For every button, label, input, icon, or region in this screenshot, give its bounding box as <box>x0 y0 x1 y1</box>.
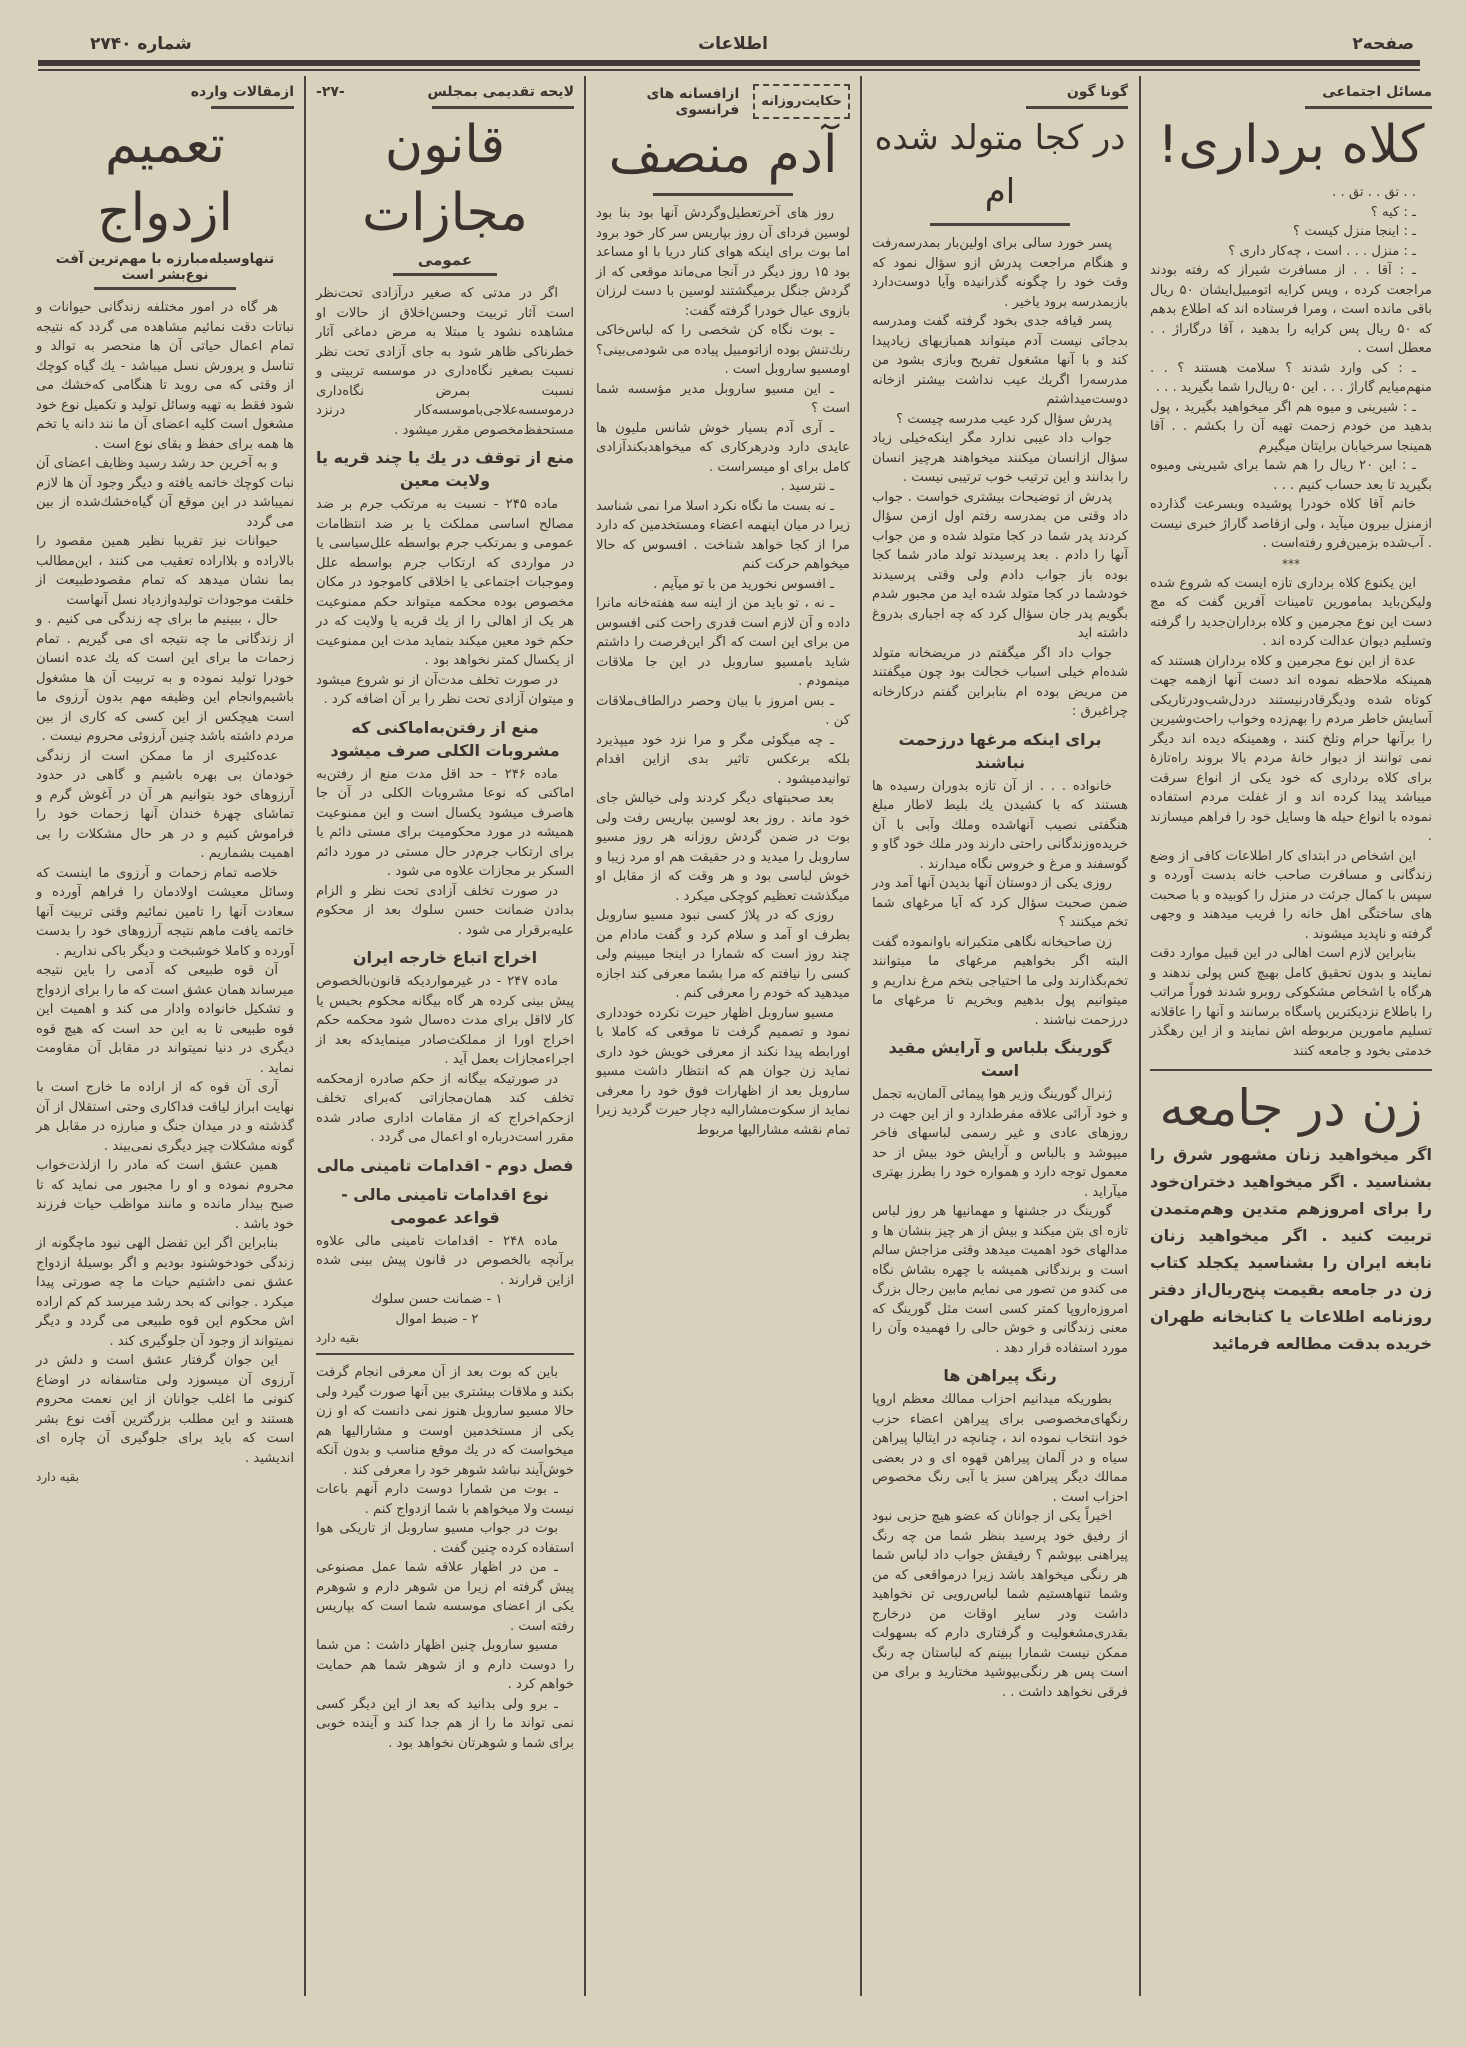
paragraph: در صورتیکه بیگانه از حکم صادره ازمحکمه تخلف کند همان‌مجازاتی که‌برای تخلف ازحکم‌اخراج که از مقامات اداری صادر شده مقرر است‌درباره او اعمال می گردد . <box>316 1071 574 1145</box>
paragraph: ـ : شیرینی و میوه هم اگر میخواهید بگیرید ، پول بدهید من خودم زحمت تهیه آن را بکشم . . آقا همینجا سرخیابان برایتان میگیرم <box>1150 399 1432 454</box>
paragraph: ـ : منزل . . . است ، چه‌کار داری ؟ <box>1228 243 1416 259</box>
divider <box>316 1353 574 1355</box>
masthead-rule-thin <box>38 69 1420 71</box>
paragraph: ـ : کیه ؟ <box>1370 204 1416 220</box>
section-label: ازمقالات وارده <box>190 84 294 100</box>
ad-title: زن در جامعه <box>1159 1079 1423 1137</box>
paragraph: روزی یکی از دوستان آنها بدیدن آنها آمد ودر ضمن صحبت سؤال کرد که آیا مرغهای شما تخم میکنند ؟ <box>872 876 1128 930</box>
headline-rule <box>653 193 793 196</box>
subtitle-rule <box>94 287 236 290</box>
paragraph: عده‌کثیری از ما ممکن است از زندگی خودمان بی بهره باشیم و گاهی در حدود آرزوهای خود بتوانیم هر آن در آغوش گرم و تماشای چهرهٔ خندان آنها زحمات خود را فراموش کنیم و در هر حال مشکلات را بی اهمیت بشماریم . <box>36 748 294 861</box>
paragraph: جواب داد اگر میگفتم در مریضخانه متولد شده‌ام خیلی اسباب خجالت بود چون میگفتند من مریض بوده ام بنابراین گفتم درکارخانه چراغبرق : <box>872 645 1128 719</box>
paragraph: خلاصه تمام زحمات و آرزوی ما اینست که وسائل معیشت اولادمان را فراهم آورده و سعادت آنها را تامین نمائیم وقتی تربیت آنها خاتمه یافت ماهم نتیجه آرزوهای خود را بدست آورده و کاملا خوشبخت و دیگر باکی نداریم . <box>36 865 294 959</box>
paragraph: . . تق . . تق . . <box>1332 185 1416 200</box>
subheading: منع از رفتن‌به‌اماکنی که مشروبات الکلی صرف میشود <box>330 717 560 760</box>
article-body <box>316 284 574 1753</box>
headline: کلاه برداری! <box>1157 115 1425 175</box>
paragraph: آری آن قوه که از اراده ما خارج است با نهایت ابراز لیاقت فداکاری وحتی استقلال از آن گذشته و در میدان جنگ و مبارزه در مقابل هر گونه مشکلات چیز دیگری نمی‌بیند . <box>36 1080 294 1154</box>
installment-number: -۲۷- <box>316 84 345 100</box>
headline-rule <box>930 223 1071 226</box>
paragraph: پسر خورد سالی برای اولین‌بار بمدرسه‌رفت و هنگام مراجعت پدرش ازو سؤال نمود که وقت خود را چگونه گذرانیده وآیا دوست‌دارد بازبمدرسه برود یاخیر . <box>872 236 1128 310</box>
article-body <box>1150 183 1432 1061</box>
column-divider <box>584 76 586 1996</box>
section-label: گونا گون <box>1066 84 1128 100</box>
column-1 <box>1150 76 1432 1357</box>
headline: تعمیم ازدواج <box>97 115 233 243</box>
subheading: گورینگ بلباس و آرایش مقید است <box>888 1038 1112 1080</box>
divider <box>1150 1069 1432 1071</box>
paragraph: ـ بوت نگاه کن شخصی را که لباس‌خاکی رنك‌تنش بوده ازاتومبیل پیاده می شود‌می‌بینی؟ اومسیو ساروبل است . <box>596 323 850 377</box>
continued-note: بقیه دارد <box>36 1470 80 1484</box>
paragraph: حال ، ببینیم ما برای چه زندگی می کنیم . و از زندگانی ما چه نتیجه ای می گیریم . تمام زحمات ما برای این است که یك عده انسان خودرا تولید نموده و به تربیت آن ها مشغول باشیم‌وانجام این وظیفه مهم بدون آرزوی ما است هیچکس از این کسی که کاری از بین مردم داشته باشد چنین آرزوئی محروم نیست . <box>36 612 294 744</box>
article-body <box>872 234 1128 1702</box>
subtitle: تنهاوسیله‌مبارزه با مهم‌ترین آفت نوع‌بشر است <box>55 251 275 283</box>
paragraph: ماده ۲۴۸ - اقدامات تامینی مالی علاوه برآنچه بالخصوص در قانون پیش بینی شده ازاین قرارند . <box>316 1233 574 1288</box>
paragraph: روز های آخرتعطیل‌وگردش آنها بود بنا بود لوسین فردای آن روز بپاریس سر کار خود برود اما بوت برای اینکه هوای کنار دریا با او مساعد بود ۱۵ روز دیگر در آنجا می‌ماند موقعی که از گردش جنگل برمیگشتند لوسین با دست لرزان بازوی عیال خودرا گرفته گفت: <box>596 206 850 319</box>
paragraph: ـ نترسید . <box>780 479 834 494</box>
paragraph: عدة از این نوع مجرمین و کلاه برداران هستند که همینکه ملاحظه نموده اند دست آنها ازهمه جهت کوتاه شده ودیگرقادرنیستند دردل‌شب‌ودرتاریکی آسایش خاطر مردم را بهم‌زده وخواب راحت‌وشیرین را برآنها حرام وتلخ کنند ، وهمینکه دیده اند دیگر نمی توانند از دیوار خانهٔ مردم بالا بروند راه‌تازهٔ برای کلاه برداری که خود یکی از انواع سرقت میباشد پیدا کرده اند و از غفلت مردم استفاده نموده با انواع حیله ها وسایل خود را فراهم میسازند . <box>1150 653 1432 844</box>
ad-text: اگر میخواهید زنان مشهور شرق را بشناسید . اگر میخواهید دختران‌خود را برای امروزهم متدین وهم‌متمدن تربیت کنید . اگر میخواهید زنان نابغه ایران را بشناسید یکجلد کتاب زن در جامعه بقیمت پنج‌ریال‌از دفتر روزنامه اطلاعات یا کتابخانه طهران خریده بدقت مطالعه فرمائید <box>1150 1145 1432 1353</box>
page-number: صفحه۲ <box>1352 34 1414 54</box>
headline: آدم منصف <box>608 125 838 185</box>
subheading: رنگ پیراهن ها <box>943 1366 1057 1385</box>
paragraph: ـ نه بست ما نگاه نکرد اسلا مرا نمی شناسد زیرا در میان اینهمه اعضاء ومستخدمین که دارد مرا از کجا خواهد شناخت . افسوس که حالا میخواهم حرکت کنم <box>596 498 850 572</box>
paragraph: خانواده . . . از آن تازه بدوران رسیده ها هستند که با کشیدن یك بلیط لاطار مبلغ هنگفتی نصیب آنهاشده وملك وآبی با آن خریده‌وزندگانی راحتی دارند ودر ملك خود گاو و گوسفند و مرغ و خروس نگاه میدارند . <box>872 778 1128 872</box>
column-2 <box>872 76 1128 1702</box>
paragraph: باین که بوت بعد از آن معرفی انجام گرفت بکند و ملاقات بیشتری بین آنها صورت گیرد ولی حالا مسیو ساروبل هنوز نمی دانست که او زن یکی از مستخدمین اوست و مشارالیها هم میخواست که در یك موقع مناسب و بدون آنکه خوش‌آیند نباشد شوهر خود را معرفی کند . <box>316 1365 574 1478</box>
column-5 <box>36 76 294 1484</box>
paragraph: پدرش سؤال کرد عیب مدرسه چیست ؟ <box>896 411 1112 427</box>
masthead-rule <box>38 60 1420 66</box>
paragraph: بنابراین لازم است اهالی در این قبیل موارد دقت نمایند و بدون تحقیق کامل بهیچ کس پولی ندهند و هرگاه با اشخاص مشکوکی روبرو شدند فوراً مراتب را باطلاع نزدیکترین پاسگاه برسانند و آنها را عاقلانه تسلیم مامورین مربوطه اش نمایند و از این رهگذر خدمتی بخود و جامعه کنند <box>1150 946 1432 1059</box>
paragraph: ـ چه میگوئی مگر و مرا نزد خود میپذیرد بلکه برعکس تاثیر بدی ازاین اقدام توانید‌میشود . <box>596 732 850 787</box>
article-body <box>36 298 294 1484</box>
paragraph: بعد صحبتهای دیگر کردند ولی خیالش جای خود ماند . روز بعد لوسین بپاریس رفت ولی بوت در ضمن گردش روزانه هر روز مسیو ساروبل را میدید و در حقیقت هم او مرد زیبا و خوش لباسی بود و هر وقت که از مقابل او میگذشت تعظیم کوچکی میکرد . <box>596 791 850 904</box>
paragraph: آن قوه طبیعی که آدمی را باین نتیجه میرساند همان عشق است که ما را برای ازدواج و تشکیل خانواده وادار می کند و اهمیت این قوه طبیعی تا به این حد است که هیچ قوه دیگری در دنیا نمیتواند در مقابل آن مقاومت نماید . <box>36 963 294 1076</box>
paragraph: روزی که در پلاژ کسی نبود مسیو ساروبل بطرف او آمد و سلام کرد و گفت مادام من چند روز است که شمارا در اینجا میبینم ولی کسی را نیافتم که مرا بشما معرفی کند اجازه میدهید که خودم را معرفی کنم . <box>596 908 850 1001</box>
column-divider <box>1139 76 1141 1996</box>
list-item: ۱ - ضمانت حسن سلوك <box>371 1292 503 1307</box>
issue-number: شماره ۲۷۴۰ <box>90 34 192 54</box>
paragraph: ماده ۲۴۵ - نسبت به مرتکب جرم بر ضد مصالح اساسی مملکت یا بر ضد انتظامات عمومی و بمرتکب جرم بواسطه علل‌سیاسی یا در مواردی که ارتکاب جرم بواسطه علل وموجبات اجتماعی یا اخلاقی کاموجود در مکان مخصوص بوده محکمه میتواند حکم ممنوعیت هر یک از اهالی را از یك قریه یا ولایت که در حکم خود معین میکند بنماید مدت این ممنوعیت از یکسال کمتر نخواهد بود . <box>316 497 574 668</box>
paragraph: ـ : آقا . . از مسافرت شیراز که رفته بودند مراجعت کرده ، وپس کرایه اتومبیل‌ایشان ۵۰ ریال باقی مانده است ، ومرا فرستاده اند که اطلاع بدهم که ۵۰ ریال پس کرایه را بدهید ، آقا درگاراژ . . معطل است . <box>1150 263 1433 356</box>
paragraph: ـ : اینجا منزل کیست ؟ <box>1293 224 1416 239</box>
section-rule <box>211 106 294 109</box>
section-rule <box>1305 106 1432 109</box>
paragraph: حیوانات نیز تقریبا نظیر همین مقصود را بالاراده و بلااراده تعقیب می کنند ، این‌مطالب بما نشان میدهد که تمام مقصود‌طبیعت از خلقت موجودات تولیدوازدیاد نسل آنهاست <box>36 534 294 608</box>
paragraph: گورینگ در جشنها و مهمانیها هر روز لباس تازه ای بتن میکند و بیش از هر چیز بنشان ها و مدالهای خود اهمیت میدهد وقتی مزاجش سالم است و برندگانی همیشه با چهره بشاش نگاه می کندو من تصور می نمایم مابین رجال بزرگ امروزه‌اروپا کمتر کسی است مثل گورینگ که معنی زندگانی و خوش حالی را فهمیده وآن را مورد استفاده قرار دهد . <box>872 1204 1128 1356</box>
paragraph: ـ برو ولی بدانید که بعد از این دیگر کسی نمی تواند ما را از هم جدا کند و آینده خوبی برای شما و شوهرتان نخواهد بود . <box>316 1696 574 1751</box>
paragraph: این یکنوع کلاه برداری تازه ایست که شروع شده ولیکن‌باید بمامورین تامینات آفرین گفت که مچ دست این نوع مجرمین و کلاه برداران‌جدید را گرفته وتسلیم دیوان عدالت کرده اند . <box>1150 575 1432 649</box>
column-divider <box>860 76 862 1996</box>
paragraph: و به آخرین حد رشد رسید وظایف اعضای آن نبات کوچك خاتمه یافته و دیگر وجود آن ها لازم نمیباشد در این موقع آن گیاه‌خشك‌شده از بین می گردد <box>36 456 294 530</box>
paragraph: ـ افسوس نخورید من با تو میآیم . <box>653 576 834 592</box>
article-body <box>596 204 850 1140</box>
list-item: ۲ - ضبط اموال <box>395 1311 479 1327</box>
paragraph: ـ بوت من شمارا دوست دارم آنهم باعات نیست ولا میخواهم با شما ازدواج کنم . <box>316 1482 574 1517</box>
subheading: فصل دوم - اقدامات تامینی مالی <box>316 1155 574 1175</box>
section-rule <box>432 106 574 109</box>
paragraph: اگر در مدتی که صغیر درآزادی تحت‌نظر است آثار تربیت وحسن‌اخلاق از حالات او مشاهده نشود یا مبتلا به مرض دماغی آثار خطرناکی ظاهر شود به جای آزادی تحت نظر نسبت بصغیر نگاه‌داری در موسسه تربیتی و نسبت بمرض نگاه‌داری درموسسه‌علاجی‌باموسسه‌کار درنزد مستحفظ‌مخصوص مقرر میشود . <box>316 286 574 438</box>
column-4 <box>316 76 574 1753</box>
section-label: ازافسانه های فرانسوی <box>646 85 740 118</box>
paragraph: زن صاحبخانه نگاهی متکبرانه باوانموده گفت البته اگر بخواهیم مرغهای ما میتوانند تخم‌بگذارند ولی ما احتیاجی بتخم مرغ نداریم و میتوانیم پول بدهیم وبخریم تا مرغهای ما درزحمت نباشند . <box>872 934 1128 1028</box>
separator-stars: *** <box>1282 556 1300 571</box>
paragraph: مسیو ساروبل چنین اظهار داشت : من شما را دوست دارم و از شوهر شما هم حمایت خواهم کرد . <box>316 1638 574 1692</box>
paragraph: ـ این مسیو ساروبل مدیر مؤسسه شما است ؟ <box>596 381 850 416</box>
paragraph: ـ آری آدم بسیار خوش شانس ملیون ها عایدی دارد ودرهرکاری که میخواهد‌بکند‌آزادی کامل برای او میسراست . <box>596 420 850 475</box>
kicker-box: حکایت‌روزانه <box>753 84 850 119</box>
headline: قانون مجازات <box>362 115 528 243</box>
paragraph: ماده ۲۴۶ - حد اقل مدت منع از رفتن‌به اماکنی که نوعا مشروبات الکلی در آن جا هاصرف میشود یکسال است و این ممنوعیت همیشه در مورد محکومیت برای مستی دائم یا برای ارتکاب جرم‌در حال مستی در مورد دائم السکر بر مجازات علاوه می شود . <box>316 766 574 879</box>
paragraph: همین عشق است که مادر را ازلذت‌خواب محروم نموده و او را مجبور می نماید که تا صبح بیدار مانده و مانند مواظب حیات فرزند خود باشد . <box>36 1158 294 1232</box>
column-divider <box>304 76 306 1996</box>
paragraph: ـ من در اظهار علاقه شما عمل مصنوعی پیش گرفته ام زیرا من شوهر دارم و شوهرم یکی از اعضای موسسه شما است که بپاریس رفته است . <box>316 1560 574 1634</box>
section-label: مسائل اجتماعی <box>1322 84 1432 100</box>
paragraph: ژنرال گورینگ وزیر هوا پیمائی آلمان‌به تجمل و خود آرائی علاقه مفرطدارد و از این جهت در روزهای عادی و غیر رسمی لباسهای فاخر میپوشد و بالباس و آرایش خود بیش از حد معمول توجه دارد و همواره خود را بطرز بهتری میآراید . <box>872 1087 1128 1200</box>
paragraph: بنابراین اگر این تفضل الهی نبود ماچگونه از زندگی خودخوشنود بودیم و اگر بوسیلهٔ ازدواج عشق نمی داشتیم حیات ما چه صورتی پیدا میکرد . جوانی که بحد رشد میرسد کم کم اراده اش محکوم این قوه طبیعی می گردد و دیگر نمیتواند از وجود آن جلوگیری کند . <box>36 1236 294 1349</box>
paragraph: بوت در جواب مسیو ساروبل از تاریکی هوا استفاده کرده چنین گفت . <box>316 1521 574 1556</box>
subheading: اخراج اتباع خارجه ایران <box>352 948 538 967</box>
newspaper-title: اطلاعات <box>698 34 768 54</box>
paragraph: اخیراً یکی از جوانان که عضو هیچ حزبی نبود از رفیق خود پرسید بنظر شما من چه رنگ پیراهنی بپوشم ؟ رفیقش جواب داد لباس شما هر رنگی میخواهد باشد زیرا درمواقعی که من وشما تنهاهستیم شما لباس‌رویی تن نخواهید داشت ودر سایر اوقات من درخارج بقدری‌مشغولیت و گرفتاری دارم که بسهولت ممکن نیست شمارا ببینم که لباستان چه رنگ است پس هر رنگی‌بپوشید مختارید و برای من فرقی نخواهد داشت . . <box>872 1509 1128 1700</box>
paragraph: جواب داد عیبی ندارد مگر اینکه‌خیلی زیاد سؤال ازانسان میکنند میخواهند هرچیز انسان را بدانند و این ترتیب خوب ترتیبی نیست . <box>872 431 1128 485</box>
paragraph: بطوریکه میدانیم احزاب ممالك معظم اروپا رنگهای‌مخصوصی برای پیراهن اعضاء حزب خود انتخاب نموده اند ، چنانچه در ایتالیا پیراهن سیاه و در آلمان پیراهن قهوه ای و در بعضی ممالك دیگر پیراهن سبز یا آبی رنگ مخصوص احزاب است . <box>872 1392 1128 1505</box>
column-3 <box>596 76 850 1140</box>
paragraph: ـ : این ۲۰ ریال را هم شما برای شیرینی ومیوه بگیرید تا بعد حساب کنیم . . . <box>1150 458 1432 493</box>
subheading: منع از توقف در یك یا چند قریه یا ولایت معین <box>316 448 574 490</box>
subtitle-rule <box>393 273 496 276</box>
paragraph: ماده ۲۴۷ - در غیرمواردیکه قانون‌بالخصوص پیش بینی کرده هر گاه بیگانه محکوم بحبس یا کار لااقل برای مدت ده‌سال شود محکمه حکم اخراج اورا از مملکت‌صادر مینمایدکه بعد از اجراء‌مجازات بعمل آید . <box>316 974 574 1067</box>
subtitle: عمومی <box>417 251 473 269</box>
ad-box <box>1150 1079 1432 1357</box>
paragraph: پدرش از توضیحات بیشتری خواست . جواب داد وقتی من بمدرسه رفتم اول ازمن سؤال کردند پدر شما در کجا متولد شده و من جواب آنها را دادم . بعد پرسیدند تولد مادر شما کجا بوده باز جواب دادم ولی وقتی پرسیدند خودشما در کجا متولد شده اید من مجبور شدم بگویم پدر جان سؤال کرد که چه اجباری بدروغ داشته اید <box>872 489 1128 641</box>
paragraph: مسیو ساروبل اظهار حیرت نکرده خودداری نمود و تصمیم گرفت تا موقعی که کاملا با اورابطه پیدا نکند از معرفی خویش خود داری نماید زن جوان هم که انتظار داشت مسیو ساروبل بعد از اظهارات فوق خود را معرفی نماید از سکوت‌مشارالیه دچار حیرت گردید زیرا تمام نقشه مشارالیها مربوط <box>596 1005 850 1138</box>
section-label: لایحه تقدیمی بمجلس <box>427 84 574 100</box>
paragraph: خانم آقا کلاه خودرا پوشیده وبسرعت گذارده ازمنزل بیرون میآید ، ولی ازقاصد گاراژ خبری نیست . آب‌شده بزمین‌فرو رفته‌است . <box>1150 497 1432 551</box>
subheading: برای اینکه مرغها درزحمت نباشند <box>898 729 1102 772</box>
paragraph: پسر قیافه جدی بخود گرفته گفت ومدرسه بدجائی نیست آدم میتواند همبازیهای زیادپیدا کند و با آنها مشغول تفریح وبازی بشود من مدرسه‌را اگریك عیب نداشت بیشتر ازخانه دوست‌میداشتم <box>872 314 1128 407</box>
paragraph: ـ نه ، تو باید من از اینه سه هفته‌خانه مانرا داده و آن لازم است قدری راحت کنی افسوس من برای این است که اگر این‌فرصت را داشتم شاید بامسیو ساروبل در این جا ملاقات مینمودم . <box>596 596 850 689</box>
paragraph: ـ بس امروز با بیان وحصر درالطاف‌ملاقات کن . <box>596 693 850 728</box>
section-rule <box>1026 106 1128 109</box>
continued-note: بقیه دارد <box>316 1331 360 1345</box>
subheading: نوع اقدامات تامینی مالی - قواعد عمومی <box>341 1184 549 1227</box>
paragraph: در صورت تخلف مدت‌آن از نو شروع میشود و میتوان آزادی تحت نظر را بر آن اضافه کرد . <box>316 672 574 707</box>
paragraph: این اشخاص در ابتدای کار اطلاعات کافی از وضع زندگانی و مسافرت صاحب خانه بدست آورده و سپس با کمال جرئت در منزل را کوبیده و با صحبت های ساختگی اهل خانه را فریب میدهند و وجهی گرفته و ناپدید میشوند . <box>1150 848 1432 942</box>
paragraph: در صورت تخلف آزادی تحت نظر و الزام بدادن ضمانت حسن سلوك بعد از محکوم علیه‌برقرار می شود . <box>316 883 574 938</box>
headline: در کجا متولد شده ام <box>874 118 1126 212</box>
paragraph: هر گاه در امور مختلفه زندگانی حیوانات و نباتات دقت نمائیم مشاهده می گردد که نتیجه تمام اعمال حیاتی آن ها منحصر به توالد و تناسل و پرورش نسل میباشد - یك گیاه کوچك از وقتی که می روید تا هنگامی که‌خشك می شود فقط به تهیه وسائل تولید و تکمیل نوع خود مشغول است کلیه اعضای آن ما نند دانه یا تخم ها همه برای حفظ و بقای نوع است . <box>36 300 294 452</box>
paragraph: ـ : کی وارد شدند ؟ سلامت هستند ؟ . . منهم‌میایم گاراژ . . . این ۵۰ ریال‌را شما بگیرید . . . <box>1150 360 1432 395</box>
paragraph: این جوان گرفتار عشق است و دلش در آرزوی آن میسوزد ولی متاسفانه در اوضاع کنونی ما اغلب جوانان از این نعمت محروم هستند و این مطلب بزرگترین آفت نوع بشر است که باید برای جلوگیری آن چاره ای اندیشید . <box>36 1353 294 1466</box>
